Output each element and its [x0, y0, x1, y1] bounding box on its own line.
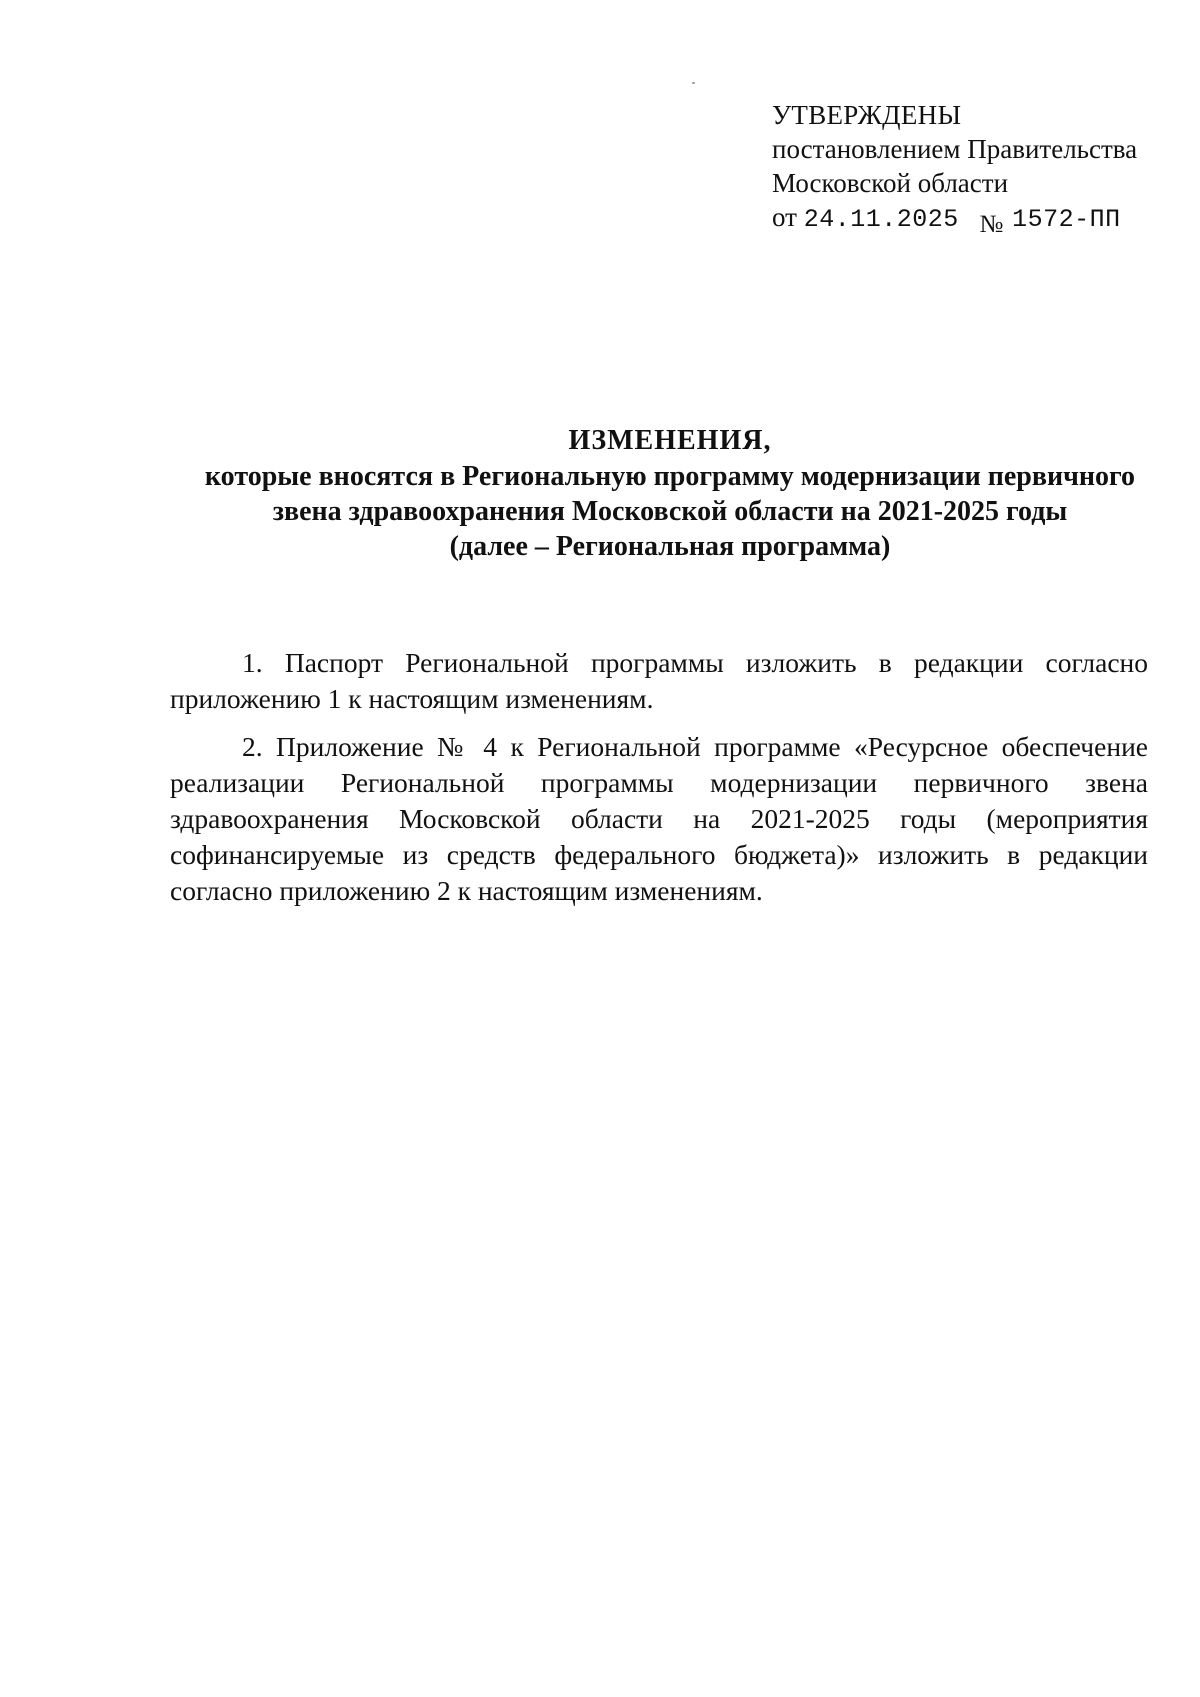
document-body [170, 645, 1148, 921]
number-sign: № [979, 211, 1004, 238]
document-title [150, 423, 1190, 564]
approval-region: Московской области [772, 168, 1009, 198]
approval-authority: постановлением Правительства [772, 134, 1138, 164]
approval-number: 1572-ПП [1012, 205, 1121, 234]
item-2: 2. Приложение № 4 к Региональной программе «Ресурсное обеспечение реализации Региональной программы модернизации первичного звена здравоохранения Московской области на 2021-2025 годы (мероприятия софинансируемые из средств федерального бюджета)» изложить в редакции согласно приложению 2 к настоящим изменениям. [170, 731, 1148, 906]
approval-date: 24.11.2025 [803, 205, 959, 234]
approval-block [772, 98, 1172, 237]
approval-date-line [772, 200, 1172, 237]
item-1: 1. Паспорт Региональной программы изложить в редакции согласно приложению 1 к настоящим изменениям. [170, 647, 1148, 714]
approval-word: УТВЕРЖДЕНЫ [772, 100, 962, 130]
date-prefix: от [772, 202, 797, 232]
title-main: ИЗМЕНЕНИЯ, [568, 425, 772, 456]
title-line-2: звена здравоохранения Московской области на 2021-2025 годы [272, 496, 1068, 527]
title-line-3: (далее – Региональная программа) [449, 531, 891, 562]
scan-speck [692, 82, 695, 84]
title-line-1: которые вносятся в Региональную программу модернизации первичного [204, 461, 1136, 492]
